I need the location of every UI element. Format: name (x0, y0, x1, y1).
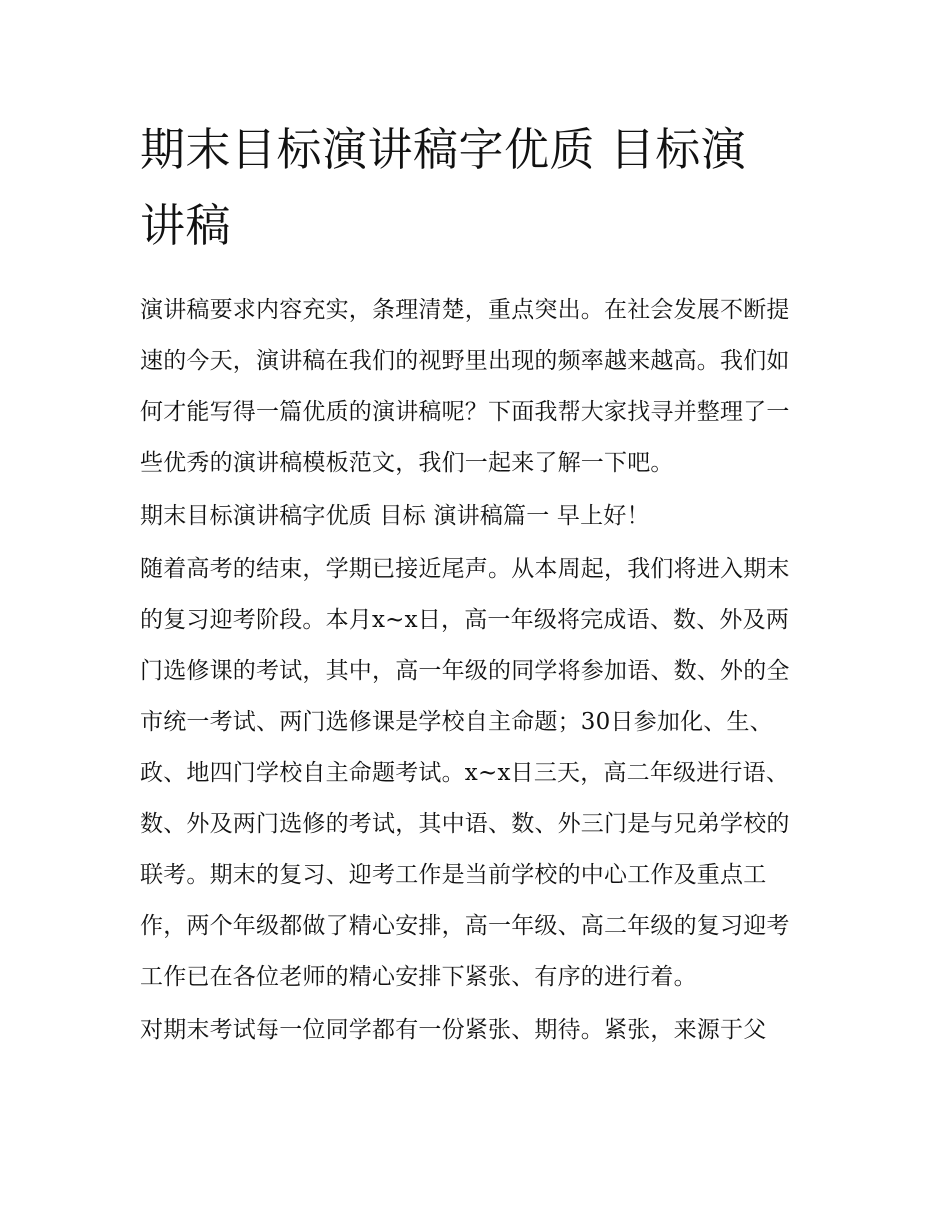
exam-schedule-paragraph: 随着高考的结束，学期已接近尾声。从本周起，我们将进入期末的复习迎考阶段。本月x~x日，高一年级将完成语、数、外及两门选修课的考试，其中，高一年级的同学将参加语、数、外的全市统一考试、两门选修课是学校自主命题；30日参加化、生、政、地四门学校自主命题考试。x~x日三天，高二年级进行语、数、外及两门选修的考试，其中语、数、外三门是与兄弟学校的联考。期末的复习、迎考工作是当前学校的中心工作及重点工作，两个年级都做了精心安排，高一年级、高二年级的复习迎考工作已在各位老师的精心安排下紧张、有序的进行着。 (140, 556, 790, 990)
section-heading-paragraph: 期末目标演讲稿字优质 目标 演讲稿篇一 早上好！ (140, 503, 650, 529)
document-body (140, 285, 812, 1056)
document-content (140, 112, 812, 1058)
intro-paragraph: 演讲稿要求内容充实，条理清楚，重点突出。在社会发展不断提速的今天，演讲稿在我们的视野里出现的频率越来越高。我们如何才能写得一篇优质的演讲稿呢？下面我帮大家找寻并整理了一些优秀的演讲稿模板范文，我们一起来了解一下吧。 (140, 297, 790, 476)
document-title: 期末目标演讲稿字优质 目标演讲稿 (140, 123, 747, 252)
closing-paragraph: 对期末考试每一位同学都有一份紧张、期待。紧张，来源于父 (140, 1017, 767, 1043)
